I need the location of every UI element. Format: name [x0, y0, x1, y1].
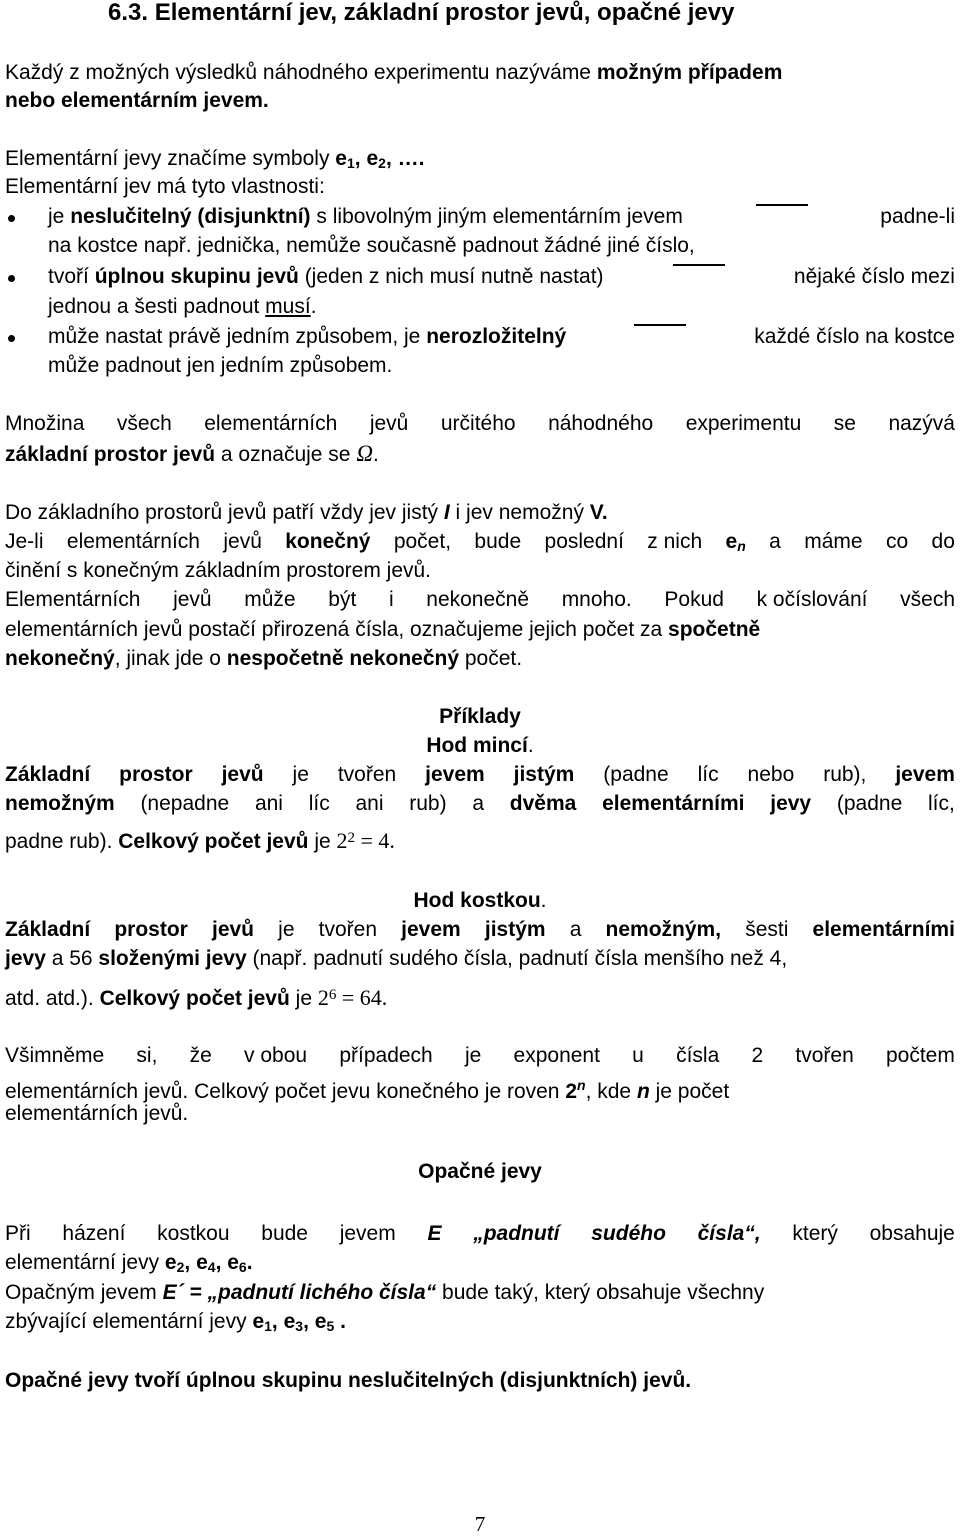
word: co	[885, 530, 909, 553]
bullet-1-line-1	[48, 204, 955, 230]
word: (padne	[603, 763, 669, 786]
sep: , e	[184, 1251, 208, 1274]
opposite-conclusion: Opačné jevy tvoří úplnou skupinu neslučitelných (disjunktních) jevů.	[5, 1369, 692, 1392]
note-text-2: , kde	[585, 1080, 637, 1103]
bullet-3-line-1	[48, 324, 955, 350]
word: je	[278, 918, 295, 941]
math-exponent: 2	[347, 830, 356, 846]
section-heading: 6.3. Elementární jev, základní prostor jevů, opačné jevy	[108, 0, 735, 26]
word: 2	[751, 1044, 764, 1067]
word: elementárních	[66, 530, 200, 553]
math-exponent: 6	[328, 987, 337, 1003]
word: jevem	[425, 763, 485, 786]
word: počet,	[393, 530, 452, 553]
word: čísla	[676, 1044, 720, 1067]
word: exponent	[513, 1044, 600, 1067]
coin-line-2	[5, 791, 955, 817]
subscript-1: 1	[346, 155, 355, 171]
opposite-text: Opačným jevem	[5, 1281, 163, 1304]
word: máme	[804, 530, 863, 553]
word: jevem	[339, 1222, 396, 1245]
word: bude	[474, 530, 522, 553]
dice-formula	[318, 985, 387, 1010]
space-line-2	[5, 529, 955, 559]
word: případech	[339, 1044, 433, 1067]
sure-event-symbol: I	[443, 501, 450, 524]
word: u	[632, 1044, 644, 1067]
note-text: elementárních jevů. Celkový počet jevu konečného je roven	[5, 1080, 566, 1103]
b1-bold: neslučitelný (disjunktní)	[70, 205, 311, 228]
opposite-text: zbývající elementární jevy	[5, 1310, 253, 1333]
word: líc	[697, 763, 719, 786]
dice-bold-2: složenými jevy	[98, 947, 247, 970]
omega-dot: .	[372, 443, 379, 466]
word: jevem	[401, 918, 461, 941]
word: tvořen	[795, 1044, 854, 1067]
math-base: 2	[317, 985, 329, 1010]
math-rest: = 64.	[336, 985, 388, 1010]
coin-formula	[337, 828, 395, 853]
word: Elementárních	[5, 588, 141, 611]
opposite-line-3	[5, 1280, 955, 1306]
symbol-e: e	[335, 147, 347, 170]
omega-symbol: Ω	[356, 441, 373, 466]
word: že	[189, 1044, 212, 1067]
word: může	[244, 588, 296, 611]
em-dash	[634, 324, 686, 326]
space-line-3: činění s konečným základním prostorem jevů.	[5, 559, 432, 582]
em-dash	[756, 204, 808, 206]
intro-text: Každý z možných výsledků náhodného experimentu nazýváme	[5, 61, 597, 84]
b2-l2c: .	[310, 295, 317, 318]
word: tvořen	[318, 918, 378, 941]
note-bold-2: 2	[565, 1080, 578, 1103]
word: a	[569, 918, 582, 941]
b1-d: padne-li	[880, 205, 955, 228]
word: rub)	[409, 792, 447, 815]
space-line-6	[5, 646, 955, 672]
math-base: 2	[336, 828, 348, 853]
even-elementary-events	[165, 1251, 253, 1274]
subscript: 3	[295, 1318, 304, 1334]
space-text: elementárních jevů postačí přirozená čísla, označujeme jejich počet za	[5, 618, 669, 641]
word: šesti	[745, 918, 789, 941]
space-line-5	[5, 617, 955, 643]
dice-bold: jevy	[5, 947, 46, 970]
word: Při	[5, 1222, 31, 1245]
space-text: počet.	[459, 647, 523, 670]
space-text: , jinak jde o	[114, 647, 227, 670]
bullet-icon	[8, 215, 15, 222]
symbol-e: e	[725, 530, 738, 553]
word: ani	[254, 792, 283, 815]
coin-title-text: Hod mincí	[426, 734, 528, 757]
intro-bold-term: možným případem	[596, 61, 783, 84]
subscript: 6	[238, 1259, 247, 1275]
word: házení	[62, 1222, 126, 1245]
subscript: 2	[176, 1259, 185, 1275]
word: náhodného	[548, 412, 654, 435]
word: experimentu	[685, 412, 802, 435]
subscript-2: 2	[378, 155, 386, 171]
word: nebo	[747, 763, 795, 786]
sep: , e	[215, 1251, 239, 1274]
bullet-3-text	[48, 324, 566, 350]
omega-line-1	[5, 411, 955, 437]
symbol-e: e	[164, 1251, 177, 1274]
dice-line-3	[5, 985, 955, 1014]
word: ani	[355, 792, 384, 815]
word: (padne	[836, 792, 903, 815]
word: elementárními	[812, 918, 955, 941]
bullet-3-line-2: může padnout jen jedním způsobem.	[48, 354, 393, 377]
page-number: 7	[474, 1512, 486, 1536]
omega-line-2	[5, 441, 955, 468]
coin-total-bold: Celkový počet jevů	[118, 830, 309, 853]
countable-bold: spočetně	[668, 618, 761, 641]
opposite-line-2	[5, 1250, 955, 1280]
b2-bold: úplnou skupinu jevů	[94, 265, 299, 288]
b2-l2a: jednou a šesti padnout	[48, 295, 266, 318]
symbol-comma: ,	[354, 147, 367, 170]
note-n: n	[636, 1080, 650, 1103]
word: jevů	[369, 412, 409, 435]
symbol-en	[726, 529, 746, 559]
b1-c: s libovolným jiným elementárním jevem	[310, 205, 683, 228]
symbols-line	[5, 146, 955, 176]
word: „padnutí	[473, 1222, 560, 1245]
word: rub),	[823, 763, 867, 786]
omega-text: a označuje se	[215, 443, 357, 466]
word: nemožným,	[605, 918, 722, 941]
word: (nepadne	[140, 792, 230, 815]
b2-d: nějaké číslo mezi	[793, 265, 955, 288]
word: líc	[308, 792, 330, 815]
word: Základní	[5, 918, 91, 941]
b2-underlined: musí	[265, 295, 311, 318]
word: určitého	[440, 412, 516, 435]
word: kostkou	[157, 1222, 230, 1245]
coin-text-2: je	[308, 830, 337, 853]
bullet-1-line-2: na kostce např. jednička, nemůže současně padnout žádné jiné číslo,	[48, 234, 695, 257]
word: Je-li	[5, 530, 44, 553]
word: který	[792, 1222, 838, 1245]
subscript: 1	[264, 1318, 272, 1334]
bullet-1-text	[48, 204, 683, 230]
b2-c: (jeden z nich musí nutně nastat)	[298, 265, 604, 288]
coin-title-dot: .	[527, 734, 534, 757]
word: jevy	[770, 792, 812, 815]
omega-bold-term: základní prostor jevů	[5, 443, 216, 466]
bullet-icon	[8, 335, 15, 342]
word: k očíslování	[756, 588, 868, 611]
word: prostor	[114, 918, 188, 941]
b1-a: je	[48, 205, 71, 228]
dice-total-bold: Celkový počet jevů	[99, 987, 290, 1010]
sep: , e	[271, 1310, 296, 1333]
word: poslední	[544, 530, 624, 553]
word: si,	[136, 1044, 158, 1067]
end: .	[334, 1310, 346, 1333]
b3-d: každé číslo na kostce	[754, 325, 955, 348]
examples-title: Příklady	[439, 705, 521, 728]
opposite-line-4	[5, 1309, 955, 1339]
word: jevem	[895, 763, 955, 786]
word: jistým	[484, 918, 546, 941]
word: nazývá	[888, 412, 955, 435]
word: čísla“,	[697, 1222, 761, 1245]
properties-intro: Elementární jev má tyto vlastnosti:	[5, 175, 325, 198]
subscript: 5	[326, 1318, 335, 1334]
word: je	[464, 1044, 482, 1067]
finite-bold: konečný	[285, 530, 371, 553]
word: jistým	[513, 763, 575, 786]
bullet-2-line-1	[48, 264, 955, 290]
word: jevů	[173, 588, 212, 611]
word: do	[931, 530, 955, 553]
word: jevů	[221, 763, 264, 786]
intro-line-2: nebo elementárním jevem.	[5, 89, 269, 112]
bullet-2-text	[48, 264, 604, 290]
word: prostor	[119, 763, 193, 786]
subscript: 4	[207, 1259, 216, 1275]
word: dvěma	[509, 792, 577, 815]
space-text: Do základního prostorů jevů patří vždy jev jistý	[5, 501, 444, 524]
b3-a: může nastat právě jedním způsobem, je	[48, 325, 427, 348]
word: se	[833, 412, 856, 435]
bullet-icon	[8, 275, 15, 282]
opposite-title: Opačné jevy	[418, 1160, 542, 1183]
word: je	[292, 763, 309, 786]
dice-text: atd. atd.).	[5, 987, 100, 1010]
space-line-4	[5, 587, 955, 613]
dice-text-2: je	[289, 987, 318, 1010]
word: nemožným	[5, 792, 115, 815]
dice-title-text: Hod kostkou	[413, 889, 541, 912]
opposite-text: elementární jevy	[5, 1251, 165, 1274]
bullet-2-line-2	[48, 294, 955, 320]
coin-line-3	[5, 828, 955, 857]
coin-text: padne rub).	[5, 830, 119, 853]
word: počtem	[885, 1044, 955, 1067]
dice-title	[0, 888, 960, 914]
word: E	[427, 1222, 442, 1245]
symbol-e: e	[252, 1310, 265, 1333]
note-text-3: je počet	[649, 1080, 730, 1103]
word: Všimněme	[5, 1044, 105, 1067]
word: všech	[116, 412, 172, 435]
word: bude	[261, 1222, 308, 1245]
word: líc,	[928, 792, 955, 815]
word: obsahuje	[869, 1222, 955, 1245]
word: elementárních	[204, 412, 338, 435]
note-line-3: elementárních jevů.	[5, 1102, 189, 1125]
word: být	[328, 588, 357, 611]
intro-line-1	[5, 60, 955, 86]
word: i	[388, 588, 394, 611]
b3-bold: nerozložitelný	[426, 325, 567, 348]
word: a	[472, 792, 485, 815]
word: Pokud	[664, 588, 724, 611]
word: nekonečně	[426, 588, 530, 611]
word: elementárními	[602, 792, 745, 815]
word: a	[769, 530, 781, 553]
word: sudého	[591, 1222, 666, 1245]
word: Množina	[5, 412, 85, 435]
dice-text: a 56	[45, 947, 99, 970]
uncountable-bold: nespočetně nekonečný	[226, 647, 460, 670]
odd-event-bold: E´ = „padnutí lichého čísla“	[162, 1281, 437, 1304]
word: tvořen	[337, 763, 397, 786]
word: v obou	[244, 1044, 308, 1067]
b2-a: tvoří	[48, 265, 95, 288]
symbols-text: Elementární jevy značíme symboly	[5, 147, 336, 170]
dice-text-2: (např. padnutí sudého čísla, padnutí čísla menšího než 4,	[246, 947, 788, 970]
coin-line-1	[5, 762, 955, 788]
sep: , e	[303, 1310, 327, 1333]
end: .	[246, 1251, 253, 1274]
dice-title-dot: .	[540, 889, 547, 912]
space-text-2: i jev nemožný	[449, 501, 590, 524]
word: z nich	[647, 530, 703, 553]
note-sup-n: n	[577, 1077, 586, 1093]
word: mnoho.	[561, 588, 632, 611]
infinite-bold: nekonečný	[5, 647, 115, 670]
space-line-1	[5, 500, 955, 526]
symbol-dots: , ….	[385, 147, 425, 170]
odd-elementary-events	[252, 1310, 345, 1333]
word: jevů	[223, 530, 262, 553]
dice-line-1	[5, 917, 955, 943]
symbol-e: e	[366, 147, 379, 170]
coin-title	[0, 733, 960, 759]
dice-line-2	[5, 946, 955, 972]
word: Základní	[5, 763, 91, 786]
opposite-text-2: bude taký, který obsahuje všechny	[436, 1281, 765, 1304]
impossible-event-symbol: V.	[589, 501, 608, 524]
word: všech	[900, 588, 955, 611]
note-line-1	[5, 1043, 955, 1069]
subscript-n: n	[737, 538, 746, 554]
math-rest: = 4.	[355, 828, 395, 853]
word: jevů	[211, 918, 255, 941]
opposite-line-1	[5, 1221, 955, 1247]
em-dash	[673, 264, 725, 266]
